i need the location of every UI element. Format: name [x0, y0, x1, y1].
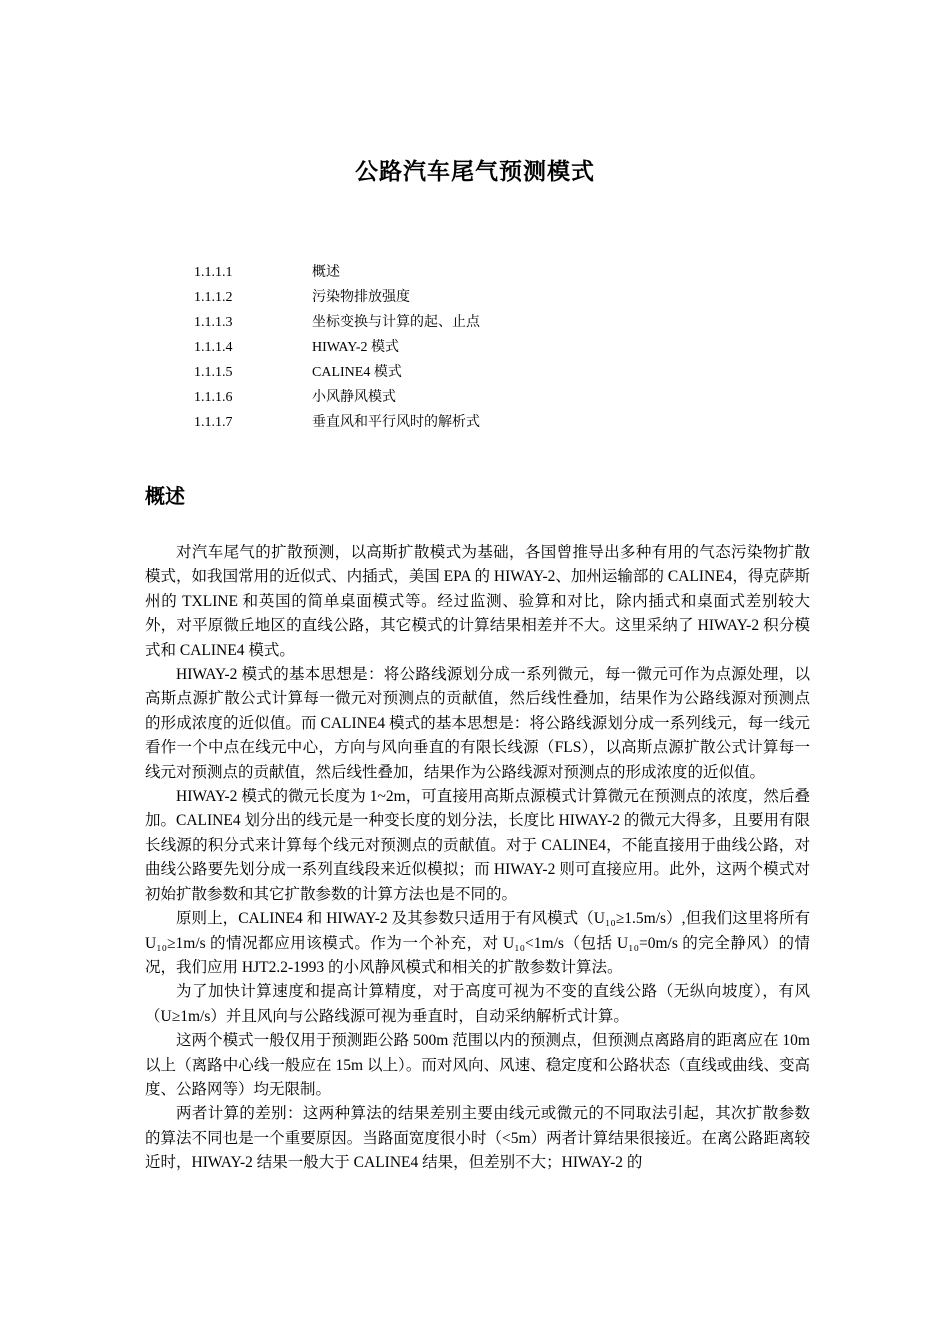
body-paragraph: 对汽车尾气的扩散预测，以高斯扩散模式为基础，各国曾推导出多种有用的气态污染物扩散模式，如我国常用的近似式、内插式，美国 EPA 的 HIWAY-2、加州运输部的 CALINE4，得克萨斯州的 TXLINE 和英国的简单桌面模式等。经过监测、验算和对比，除内插式和桌面式差别较大外，对平原微丘地区的直线公路，其它模式的计算结果相差并不大。这里采纳了 HIWAY-2 积分模式和 CALINE4 模式。: [145, 544, 810, 659]
body-paragraph: 为了加快计算速度和提高计算精度，对于高度可视为不变的直线公路（无纵向坡度），有风（U≥1m/s）并且风向与公路线源可视为垂直时，自动采纳解析式计算。: [145, 983, 810, 1025]
toc-entry-number: 1.1.1.1: [194, 265, 233, 280]
body-paragraph: 原则上，CALINE4 和 HIWAY-2 及其参数只适用于有风模式（U₁₀≥1.5m/s）,但我们这里将所有 U₁₀≥1m/s 的情况都应用该模式。作为一个补充，对 U₁₀<1m/s（包括 U₁₀=0m/s 的完全静风）的情况，我们应用 HJT2.2-1993 的小风静风模式和相关的扩散参数计算法。: [145, 910, 810, 976]
toc-entry-label: 概述: [312, 265, 340, 280]
body-paragraph: HIWAY-2 模式的基本思想是：将公路线源划分成一系列微元，每一微元可作为点源处理，以高斯点源扩散公式计算每一微元对预测点的贡献值，然后线性叠加，结果作为公路线源对预测点的形成浓度的近似值。而 CALINE4 模式的基本思想是：将公路线源划分成一系列线元，每一线元看作一个中点在线元中心，方向与风向垂直的有限长线源（FLS），以高斯点源扩散公式计算每一线元对预测点的贡献值，然后线性叠加，结果作为公路线源对预测点的形成浓度的近似值。: [145, 666, 810, 781]
toc-entry-label: 垂直风和平行风时的解析式: [312, 415, 480, 430]
toc-entry-label: 坐标变换与计算的起、止点: [312, 315, 480, 330]
body-paragraph: 这两个模式一般仅用于预测距公路 500m 范围以内的预测点，但预测点离路肩的距离应在 10m 以上（离路中心线一般应在 15m 以上）。而对风向、风速、稳定度和公路状态（直线或曲线、变高度、公路网等）均无限制。: [145, 1032, 810, 1098]
toc-entry-number: 1.1.1.7: [194, 415, 233, 430]
toc-entry-label: CALINE4 模式: [312, 365, 402, 380]
toc-entry-label: 污染物排放强度: [312, 290, 410, 305]
section-heading: 概述: [145, 484, 185, 508]
body-paragraph: 两者计算的差别：这两种算法的结果差别主要由线元或微元的不同取法引起，其次扩散参数的算法不同也是一个重要原因。当路面宽度很小时（<5m）两者计算结果很接近。在离公路距离较近时，HIWAY-2 结果一般大于 CALINE4 结果，但差别不大；HIWAY-2 的: [145, 1105, 810, 1172]
toc-entry[interactable]: [194, 285, 694, 310]
toc-entry[interactable]: [194, 385, 694, 410]
document-title: 公路汽车尾气预测模式: [355, 159, 595, 185]
toc-entry-number: 1.1.1.3: [194, 315, 233, 330]
toc-entry[interactable]: [194, 335, 694, 360]
toc-entry[interactable]: [194, 360, 694, 385]
table-of-contents: [194, 260, 694, 435]
toc-entry[interactable]: [194, 410, 694, 435]
body-paragraph: HIWAY-2 模式的微元长度为 1~2m，可直接用高斯点源模式计算微元在预测点的浓度，然后叠加。CALINE4 划分出的线元是一种变长度的划分法，长度比 HIWAY-2 的微元大得多，且要用有限长线源的积分式来计算每个线元对预测点的贡献值。对于 CALINE4，不能直接用于曲线公路，对曲线公路要先划分成一系列直线段来近似模拟；而 HIWAY-2 则可直接应用。此外，这两个模式对初始扩散参数和其它扩散参数的计算方法也是不同的。: [145, 788, 810, 903]
toc-entry-number: 1.1.1.6: [194, 390, 233, 405]
toc-entry-label: 小风静风模式: [312, 390, 396, 405]
section-body: [145, 541, 810, 1176]
toc-entry-label: HIWAY-2 模式: [312, 340, 399, 355]
toc-entry-number: 1.1.1.5: [194, 365, 233, 380]
toc-entry[interactable]: [194, 310, 694, 335]
toc-entry[interactable]: [194, 260, 694, 285]
toc-entry-number: 1.1.1.4: [194, 340, 233, 355]
toc-entry-number: 1.1.1.2: [194, 290, 233, 305]
